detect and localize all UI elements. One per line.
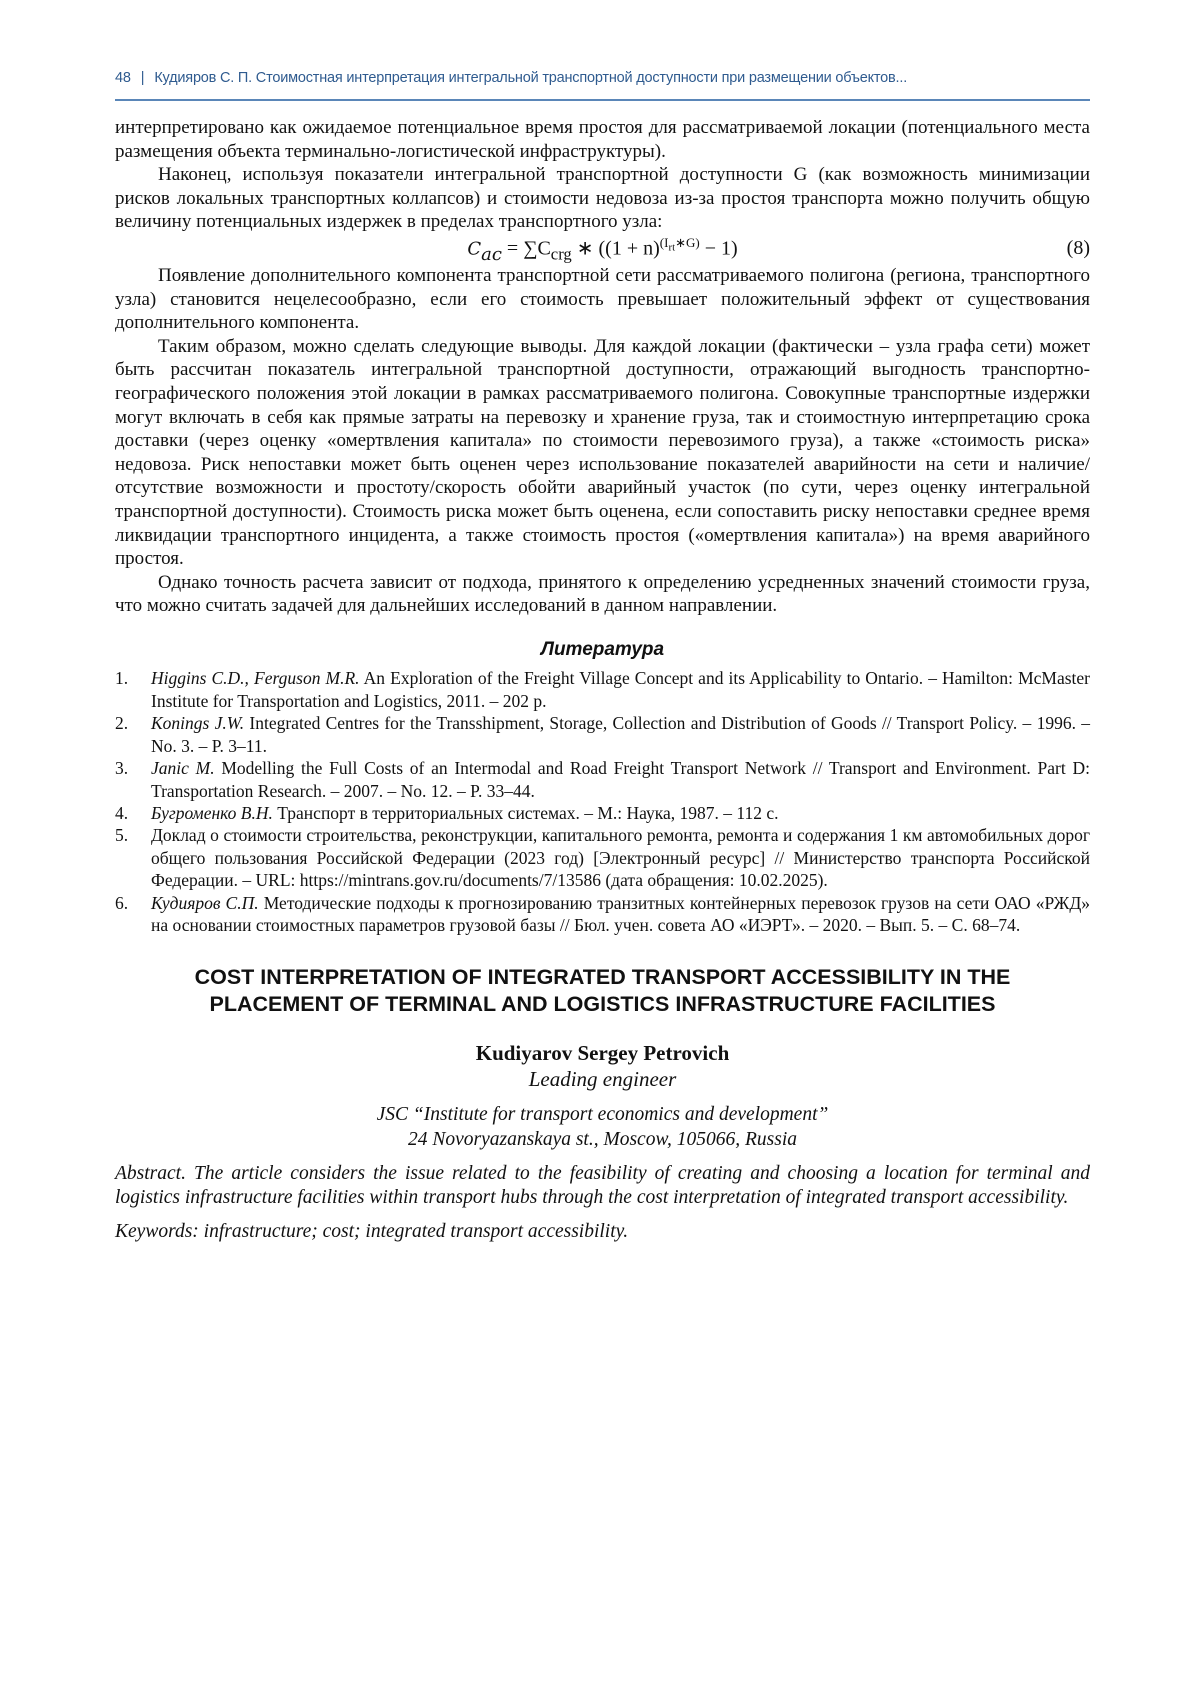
header-separator: | [141,70,145,86]
paragraph: интерпретировано как ожидаемое потенциальное время простоя для рассматриваемой локации (потенциального места размещения объекта терминально-логистической инфраструктуры). [115,116,1090,163]
equation-body: Cac = ∑Ccrg ∗ ((1 + n)(Irt∗G) − 1) [467,231,737,266]
author-position: Leading engineer [115,1066,1090,1092]
reference-item: 6. Кудияров С.П. Методические подходы к прогнозированию транзитных контейнерных перевозок грузов на сети ОАО «РЖД» на основании стоимостных параметров грузовой базы // Бюл. учен. совета АО «ИЭРТ». – 2020. – Вып. 5. – С. 68–74. [115,892,1090,937]
reference-item: 4. Бугроменко В.Н. Транспорт в территориальных системах. – М.: Наука, 1987. – 112 с. [115,802,1090,824]
running-title: Кудияров С. П. Стоимостная интерпретация интегральной транспортной доступности при размещении объектов... [154,70,907,86]
reference-item: 1. Higgins C.D., Ferguson M.R. An Exploration of the Freight Village Concept and its Applicability to Ontario. – Hamilton: McMaster Institute for Transportation and Logistics, 2011. – 202 p. [115,667,1090,712]
paragraph: Однако точность расчета зависит от подхода, принятого к определению усредненных значений стоимости груза, что можно считать задачей для дальнейших исследований в данном направлении. [115,571,1090,618]
page-body [115,116,1090,1244]
author-name: Kudiyarov Sergey Petrovich [115,1042,1090,1066]
reference-item: 5. Доклад о стоимости строительства, реконструкции, капитального ремонта, ремонта и содержания 1 км автомобильных дорог общего пользования Российской Федерации (2023 год) [Электронный ресурс] // Министерство транспорта Российской Федерации. – URL: https://mintrans.gov.ru/documents/7/13586 (дата обращения: 10.02.2025). [115,824,1090,891]
english-title: COST INTERPRETATION OF INTEGRATED TRANSPORT ACCESSIBILITY IN THE PLACEMENT OF TERMINAL AND LOGISTICS INFRASTRUCTURE FACILITIES [115,964,1090,1018]
keywords: Keywords: infrastructure; cost; integrated transport accessibility. [115,1220,1090,1244]
abstract: Abstract. The article considers the issue related to the feasibility of creating and choosing a location for terminal and logistics infrastructure facilities within transport hubs through the cost interpretation of integrated transport accessibility. [115,1162,1090,1210]
reference-item: 2. Konings J.W. Integrated Centres for the Transshipment, Storage, Collection and Distribution of Goods // Transport Policy. – 1996. – No. 3. – P. 3–11. [115,712,1090,757]
author-affiliation: JSC “Institute for transport economics and development” 24 Novoryazanskaya st., Moscow, 105066, Russia [115,1102,1090,1152]
paragraph: Наконец, используя показатели интегральной транспортной доступности G (как возможность минимизации рисков локальных транспортных коллапсов) и стоимости недовоза из-за простоя транспорта можно получить общую величину потенциальных издержек в пределах транспортного узла: [115,163,1090,234]
page-number: 48 [115,70,131,86]
equation-number: (8) [1067,237,1090,261]
references-list [115,667,1090,936]
references-heading: Литература [115,638,1090,662]
paragraph: Таким образом, можно сделать следующие выводы. Для каждой локации (фактически – узла графа сети) может быть рассчитан показатель интегральной транспортной доступности, отражающий выгодность транспортно-географического положения этой локации в рамках рассматриваемого полигона. Совокупные транспортные издержки могут включать в себя как прямые затраты на перевозку и хранение груза, так и стоимостную интерпретацию срока доставки (через оценку «омертвления капитала» по стоимости перевозимого груза), а также «стоимость риска» недовоза. Риск непоставки может быть оценен через использование показателей аварийности на сети и наличие/отсутствие возможности и простоту/скорость обойти аварийный участок (по сути, через оценку интегральной транспортной доступности). Стоимость риска может быть оценена, если сопоставить риску непоставки среднее время ликвидации транспортного инцидента, а также стоимость простоя («омертвления капитала») на время аварийного простоя. [115,335,1090,571]
equation-8 [115,234,1090,264]
header-rule [115,99,1090,101]
running-header [115,70,1090,86]
paragraph: Появление дополнительного компонента транспортной сети рассматриваемого полигона (региона, транспортного узла) становится нецелесообразно, если его стоимость превышает положительный эффект от существования дополнительного компонента. [115,264,1090,335]
reference-item: 3. Janic M. Modelling the Full Costs of an Intermodal and Road Freight Transport Network // Transport and Environment. Part D: Transportation Research. – 2007. – No. 12. – P. 33–44. [115,757,1090,802]
